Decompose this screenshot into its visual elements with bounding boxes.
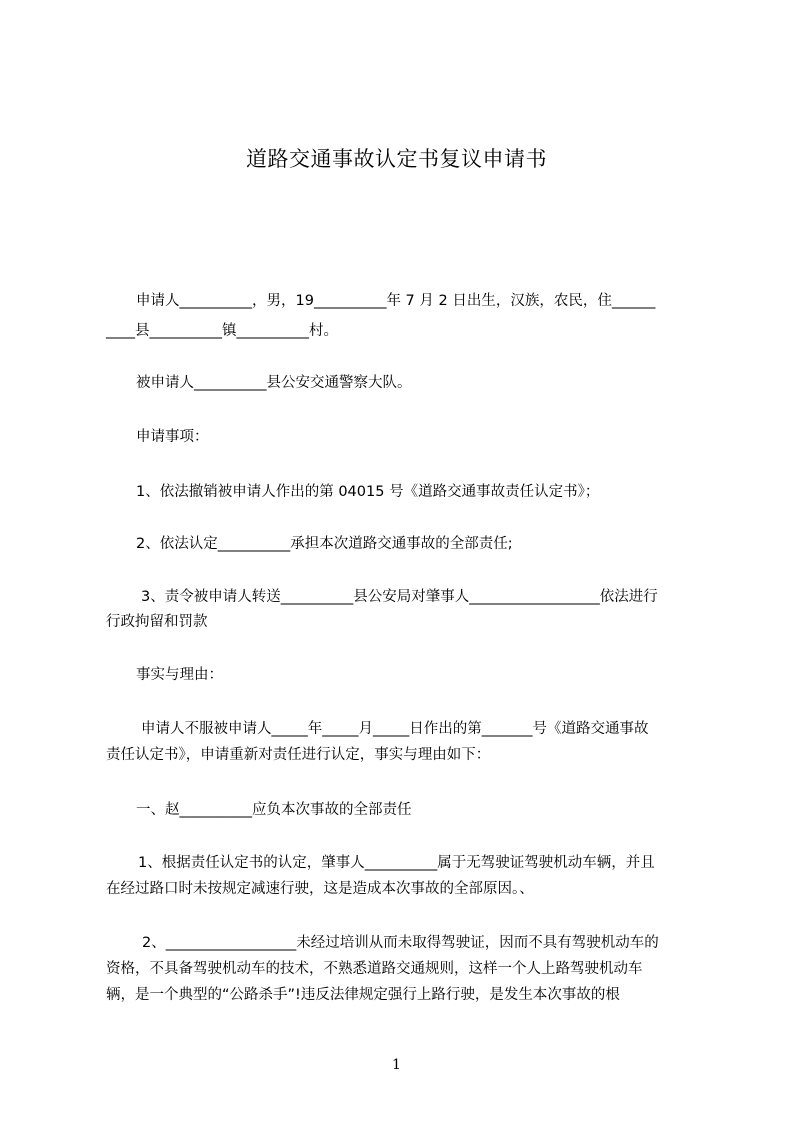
reason-1: 1、根据责任认定书的认定，肇事人__________属于无驾驶证驾驶机动车辆，并且 bbox=[138, 855, 655, 871]
reason-1-cont: 在经过路口时未按规定减速行驶，这是造成本次事故的全部原因。、 bbox=[106, 881, 534, 897]
heading-request-items: 申请事项： bbox=[136, 429, 209, 445]
section-heading-1: 一、赵__________应负本次事故的全部责任 bbox=[136, 802, 412, 818]
paragraph-facts-intro-cont: 责任认定书》，申请重新对责任进行认定，事实与理由如下： bbox=[106, 747, 491, 763]
request-item-3: 3、责令被申请人转送__________县公安局对肇事人__________________依法进行 bbox=[141, 589, 658, 605]
paragraph-respondent: 被申请人__________县公安交通警察大队。 bbox=[136, 375, 412, 391]
document-title: 道路交通事故认定书复议申请书 bbox=[246, 147, 547, 171]
paragraph-facts-intro: 申请人不服被申请人_____年_____月_____日作出的第_______号《道路交通事故 bbox=[141, 721, 649, 737]
reason-2: 2、__________________未经过培训从而未取得驾驶证，因而不具有驾驶机动车的 bbox=[142, 935, 659, 951]
page-number: 1 bbox=[392, 1057, 401, 1073]
paragraph-applicant: 申请人__________，男，19__________年 7 月 2 日出生，汉族，农民，住______ bbox=[136, 293, 656, 309]
paragraph-applicant-cont: ____县__________镇__________村。 bbox=[106, 323, 338, 339]
request-item-2: 2、依法认定__________承担本次道路交通事故的全部责任; bbox=[136, 536, 513, 552]
reason-2-cont-2: 辆，是一个典型的“公路杀手”!违反法律规定强行上路行驶，是发生本次事故的根 bbox=[106, 987, 620, 1003]
heading-facts-reasons: 事实与理由： bbox=[136, 667, 223, 683]
request-item-3-cont: 行政拘留和罚款 bbox=[106, 614, 208, 630]
reason-2-cont: 资格，不具备驾驶机动车的技术，不熟悉道路交通规则，这样一个人上路驾驶机动车 bbox=[106, 961, 643, 977]
request-item-1: 1、依法撤销被申请人作出的第 04015 号《道路交通事故责任认定书》； bbox=[136, 484, 600, 500]
